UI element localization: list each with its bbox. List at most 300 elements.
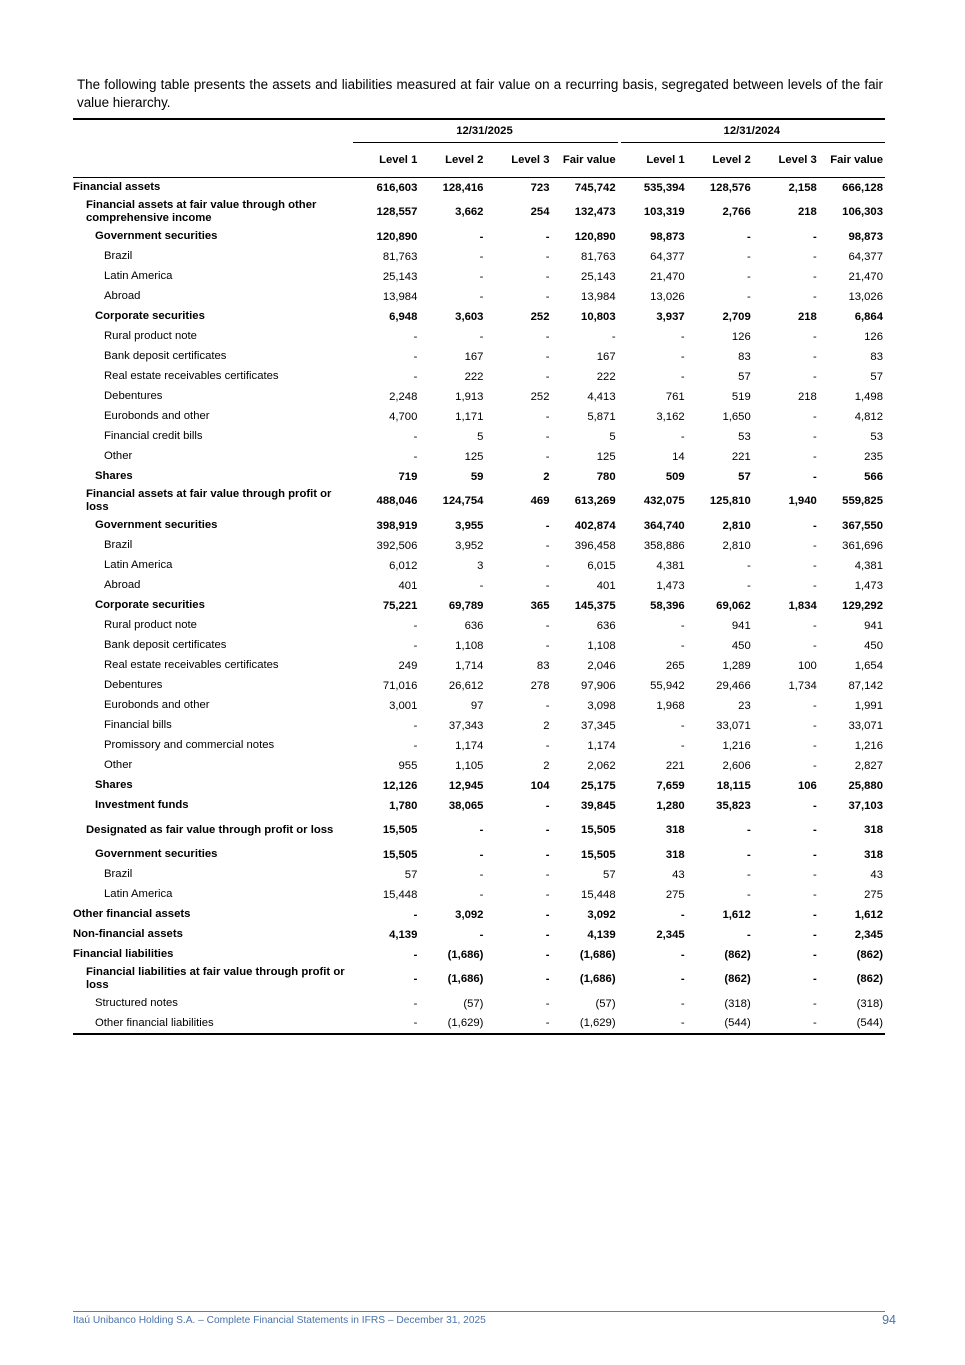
cell-value: - bbox=[813, 470, 817, 483]
cell-value: - bbox=[746, 579, 751, 592]
cell-value: 488,046 bbox=[376, 495, 418, 507]
table-row bbox=[73, 716, 885, 736]
row-label: Other bbox=[104, 759, 133, 771]
cell-value: - bbox=[545, 430, 550, 443]
cell-value: - bbox=[813, 330, 817, 343]
cell-value: 4,812 bbox=[854, 410, 883, 423]
cell-value: - bbox=[813, 370, 817, 383]
cell-value: 15,505 bbox=[382, 848, 418, 861]
cell-value: - bbox=[545, 908, 550, 921]
cell-value: - bbox=[813, 539, 817, 552]
cell-value: 128,416 bbox=[442, 181, 484, 194]
cell-value: 97,906 bbox=[581, 679, 616, 692]
cell-value: - bbox=[680, 330, 685, 343]
cell-value: 235 bbox=[864, 450, 883, 463]
cell-value: - bbox=[479, 579, 484, 592]
cell-value: 401 bbox=[596, 579, 616, 592]
cell-value: 3 bbox=[477, 559, 484, 572]
cell-value: 59 bbox=[470, 470, 484, 483]
table-row bbox=[73, 267, 885, 287]
table-row bbox=[73, 536, 885, 556]
cell-value: 15,505 bbox=[382, 824, 418, 836]
cell-value: 43 bbox=[672, 868, 685, 881]
cell-value: - bbox=[680, 430, 685, 443]
cell-value: - bbox=[545, 973, 550, 985]
cell-value: 509 bbox=[665, 470, 685, 483]
level-header-row bbox=[73, 143, 885, 178]
row-label: Rural product note bbox=[104, 330, 197, 342]
table-row bbox=[73, 865, 885, 885]
period-header-row bbox=[73, 119, 885, 143]
row-label: Other financial liabilities bbox=[73, 1014, 353, 1034]
cell-value: (1,629) bbox=[552, 1014, 618, 1034]
cell-value: 1,108 bbox=[455, 639, 484, 652]
cell-value: 57 bbox=[603, 868, 616, 881]
cell-value: 398,919 bbox=[376, 519, 418, 532]
cell-value: - bbox=[813, 908, 817, 921]
cell-value: 14 bbox=[672, 450, 685, 463]
fair-value-table bbox=[73, 118, 885, 1035]
cell-value: 69,789 bbox=[448, 599, 484, 612]
cell-value: - bbox=[545, 928, 550, 941]
table-row bbox=[73, 776, 885, 796]
cell-value: - bbox=[813, 410, 817, 423]
cell-value: 128,576 bbox=[709, 181, 751, 194]
table-row bbox=[73, 407, 885, 427]
cell-value: - bbox=[479, 290, 484, 303]
cell-value: 13,984 bbox=[581, 290, 616, 303]
cell-value: 2,345 bbox=[656, 928, 685, 941]
cell-value: - bbox=[813, 759, 817, 772]
cell-value: 15,448 bbox=[581, 888, 616, 901]
table-row bbox=[73, 247, 885, 267]
cell-value: - bbox=[746, 250, 751, 263]
cell-value: 120,890 bbox=[376, 230, 418, 243]
cell-value: 3,955 bbox=[455, 519, 484, 532]
cell-value: - bbox=[545, 799, 550, 812]
cell-value: - bbox=[746, 270, 751, 283]
cell-value: 955 bbox=[398, 759, 418, 772]
cell-value: 450 bbox=[864, 639, 883, 652]
table-row bbox=[73, 994, 885, 1014]
cell-value: - bbox=[413, 350, 418, 363]
column-header: Level 3 bbox=[485, 143, 551, 178]
period-header-2024: 12/31/2024 bbox=[621, 119, 885, 143]
cell-value: 103,319 bbox=[643, 206, 685, 218]
cell-value: 761 bbox=[665, 390, 685, 403]
cell-value: (544) bbox=[687, 1014, 753, 1034]
row-label: Structured notes bbox=[95, 997, 178, 1009]
cell-value: - bbox=[545, 868, 550, 881]
table-row bbox=[73, 556, 885, 576]
table-row bbox=[73, 796, 885, 816]
cell-value: - bbox=[813, 290, 817, 303]
cell-value: 13,984 bbox=[382, 290, 418, 303]
cell-value: - bbox=[680, 370, 685, 383]
cell-value: 218 bbox=[797, 310, 817, 323]
cell-value: 364,740 bbox=[643, 519, 685, 532]
cell-value: 106 bbox=[797, 779, 817, 792]
cell-value: 254 bbox=[530, 206, 550, 218]
cell-value: 3,092 bbox=[455, 908, 484, 921]
cell-value: 1,473 bbox=[656, 579, 685, 592]
cell-value: 64,377 bbox=[848, 250, 883, 263]
cell-value: - bbox=[545, 539, 550, 552]
row-label: Eurobonds and other bbox=[104, 699, 210, 711]
cell-value: 1,654 bbox=[854, 659, 883, 672]
cell-value: - bbox=[813, 973, 817, 985]
cell-value: - bbox=[813, 559, 817, 572]
column-header: Fair value bbox=[552, 143, 618, 178]
table-row bbox=[73, 656, 885, 676]
cell-value: - bbox=[545, 739, 550, 752]
cell-value: 57 bbox=[738, 470, 751, 483]
table-row bbox=[73, 885, 885, 905]
cell-value: 124,754 bbox=[442, 495, 484, 507]
cell-value: 26,612 bbox=[448, 679, 484, 692]
cell-value: - bbox=[746, 888, 751, 901]
row-label: Debentures bbox=[104, 390, 163, 402]
cell-value: - bbox=[746, 290, 751, 303]
cell-value: - bbox=[413, 639, 418, 652]
cell-value: 719 bbox=[398, 470, 418, 483]
cell-value: 2,046 bbox=[587, 659, 616, 672]
cell-value: - bbox=[545, 639, 550, 652]
cell-value: 120,890 bbox=[574, 230, 616, 243]
cell-value: (57) bbox=[595, 997, 616, 1010]
cell-value: - bbox=[545, 948, 550, 961]
cell-value: - bbox=[621, 1014, 687, 1034]
row-label: Latin America bbox=[104, 559, 173, 571]
cell-value: 1,991 bbox=[854, 699, 883, 712]
row-label: Brazil bbox=[104, 250, 133, 262]
table-row bbox=[73, 367, 885, 387]
cell-value: - bbox=[545, 559, 550, 572]
cell-value: 125 bbox=[464, 450, 484, 463]
row-label: Investment funds bbox=[95, 799, 189, 811]
cell-value: - bbox=[545, 997, 550, 1010]
cell-value: 367,550 bbox=[842, 519, 883, 532]
cell-value: 167 bbox=[596, 350, 616, 363]
row-label: Bank deposit certificates bbox=[104, 350, 227, 362]
cell-value: 275 bbox=[864, 888, 883, 901]
column-header: Level 3 bbox=[753, 143, 819, 178]
cell-value: 29,466 bbox=[716, 679, 751, 692]
table-row bbox=[73, 965, 885, 994]
cell-value: - bbox=[746, 928, 751, 941]
cell-value: - bbox=[680, 997, 685, 1010]
cell-value: 5,871 bbox=[587, 410, 616, 423]
row-label: Financial assets at fair value through other comprehensive income bbox=[86, 199, 317, 224]
row-label: Rural product note bbox=[104, 619, 197, 631]
cell-value: - bbox=[413, 370, 418, 383]
cell-value: 1,913 bbox=[455, 390, 484, 403]
cell-value: 5 bbox=[477, 430, 484, 443]
cell-value: (318) bbox=[856, 997, 883, 1010]
cell-value: 53 bbox=[870, 430, 883, 443]
cell-value: - bbox=[680, 350, 685, 363]
row-label: Financial credit bills bbox=[104, 430, 203, 442]
cell-value: 636 bbox=[464, 619, 484, 632]
table-row bbox=[73, 636, 885, 656]
cell-value: (1,686) bbox=[579, 948, 616, 961]
cell-value: 23 bbox=[738, 699, 751, 712]
cell-value: 1,498 bbox=[854, 390, 883, 403]
cell-value: - bbox=[746, 868, 751, 881]
cell-value: 25,143 bbox=[581, 270, 616, 283]
cell-value: - bbox=[813, 848, 817, 861]
cell-value: - bbox=[813, 948, 817, 961]
cell-value: 723 bbox=[530, 181, 550, 194]
cell-value: 318 bbox=[864, 848, 883, 861]
cell-value: 83 bbox=[870, 350, 883, 363]
cell-value: 3,603 bbox=[455, 310, 484, 323]
cell-value: - bbox=[545, 579, 550, 592]
cell-value: 12,126 bbox=[382, 779, 418, 792]
cell-value: 221 bbox=[665, 759, 685, 772]
cell-value: 6,864 bbox=[854, 310, 883, 323]
cell-value: 2,766 bbox=[722, 206, 751, 218]
table-row bbox=[73, 447, 885, 467]
footer-divider bbox=[73, 1311, 885, 1312]
cell-value: 37,345 bbox=[581, 719, 616, 732]
cell-value: 1,289 bbox=[722, 659, 751, 672]
cell-value: - bbox=[413, 908, 418, 921]
cell-value: - bbox=[611, 330, 616, 343]
cell-value: 2,248 bbox=[389, 390, 418, 403]
table-row bbox=[73, 845, 885, 865]
cell-value: 221 bbox=[731, 450, 751, 463]
cell-value: 81,763 bbox=[581, 250, 616, 263]
cell-value: 53 bbox=[738, 430, 751, 443]
cell-value: 249 bbox=[398, 659, 418, 672]
cell-value: 1,940 bbox=[788, 495, 817, 507]
table-row bbox=[73, 756, 885, 776]
cell-value: - bbox=[545, 230, 550, 243]
cell-value: 252 bbox=[530, 390, 550, 403]
cell-value: 265 bbox=[665, 659, 685, 672]
cell-value: - bbox=[813, 619, 817, 632]
table-row bbox=[73, 736, 885, 756]
row-label: Non-financial assets bbox=[73, 928, 183, 940]
cell-value: 252 bbox=[530, 310, 550, 323]
table-row bbox=[73, 945, 885, 965]
cell-value: 15,448 bbox=[382, 888, 418, 901]
cell-value: 10,803 bbox=[581, 310, 616, 323]
cell-value: 278 bbox=[530, 679, 550, 692]
cell-value: 396,458 bbox=[574, 539, 616, 552]
cell-value: 2,827 bbox=[854, 759, 883, 772]
cell-value: 941 bbox=[731, 619, 751, 632]
cell-value: - bbox=[545, 250, 550, 263]
cell-value: 2,810 bbox=[722, 539, 751, 552]
cell-value: - bbox=[479, 330, 484, 343]
cell-value: 1,216 bbox=[722, 739, 751, 752]
cell-value: - bbox=[813, 519, 817, 532]
cell-value: 1,171 bbox=[455, 410, 484, 423]
table-row bbox=[73, 307, 885, 327]
cell-value: - bbox=[813, 888, 817, 901]
cell-value: 2 bbox=[543, 470, 550, 483]
row-label: Shares bbox=[95, 779, 133, 791]
cell-value: - bbox=[545, 270, 550, 283]
cell-value: - bbox=[813, 639, 817, 652]
cell-value: 25,880 bbox=[848, 779, 883, 792]
cell-value: - bbox=[545, 619, 550, 632]
cell-value: - bbox=[479, 250, 484, 263]
cell-value: 401 bbox=[398, 579, 418, 592]
row-label: Latin America bbox=[104, 270, 173, 282]
cell-value: 55,942 bbox=[650, 679, 685, 692]
cell-value: 57 bbox=[738, 370, 751, 383]
cell-value: 2,158 bbox=[788, 181, 817, 194]
row-label: Corporate securities bbox=[95, 310, 205, 322]
cell-value: 37,103 bbox=[848, 799, 883, 812]
row-label: Bank deposit certificates bbox=[104, 639, 227, 651]
cell-value: - bbox=[813, 350, 817, 363]
cell-value: 1,473 bbox=[854, 579, 883, 592]
table-row bbox=[73, 905, 885, 925]
cell-value: - bbox=[746, 848, 751, 861]
cell-value: 58,396 bbox=[650, 599, 685, 612]
column-header: Level 1 bbox=[353, 143, 419, 178]
cell-value: 4,139 bbox=[389, 928, 418, 941]
table-row bbox=[73, 347, 885, 367]
cell-value: - bbox=[753, 1014, 819, 1034]
cell-value: 941 bbox=[864, 619, 883, 632]
cell-value: 21,470 bbox=[848, 270, 883, 283]
cell-value: 559,825 bbox=[842, 495, 883, 507]
cell-value: - bbox=[813, 270, 817, 283]
cell-value: 97 bbox=[470, 699, 484, 712]
cell-value: 57 bbox=[404, 868, 418, 881]
cell-value: - bbox=[413, 430, 418, 443]
table-body bbox=[73, 178, 885, 1034]
table-row bbox=[73, 516, 885, 536]
cell-value: 2 bbox=[543, 759, 550, 772]
cell-value: - bbox=[813, 824, 817, 836]
cell-value: - bbox=[545, 370, 550, 383]
row-label: Shares bbox=[95, 470, 133, 482]
cell-value: 12,945 bbox=[448, 779, 484, 792]
page-number: 94 bbox=[882, 1313, 896, 1327]
cell-value: 2,062 bbox=[587, 759, 616, 772]
cell-value: 6,012 bbox=[389, 559, 418, 572]
row-label: Real estate receivables certificates bbox=[104, 370, 279, 382]
cell-value: - bbox=[353, 1014, 419, 1034]
cell-value: (57) bbox=[463, 997, 484, 1010]
cell-value: 3,092 bbox=[587, 908, 616, 921]
cell-value: - bbox=[680, 639, 685, 652]
cell-value: - bbox=[813, 928, 817, 941]
cell-value: 81,763 bbox=[382, 250, 418, 263]
row-label: Brazil bbox=[104, 868, 133, 880]
cell-value: 126 bbox=[731, 330, 751, 343]
cell-value: 64,377 bbox=[650, 250, 685, 263]
cell-value: 3,662 bbox=[455, 206, 484, 218]
cell-value: - bbox=[813, 699, 817, 712]
column-header: Level 1 bbox=[621, 143, 687, 178]
cell-value: 6,948 bbox=[389, 310, 418, 323]
cell-value: (1,686) bbox=[447, 948, 484, 961]
row-label: Eurobonds and other bbox=[104, 410, 210, 422]
row-label: Designated as fair value through profit or loss bbox=[86, 823, 334, 836]
cell-value: 2,709 bbox=[722, 310, 751, 323]
table-row bbox=[73, 616, 885, 636]
cell-value: - bbox=[479, 868, 484, 881]
intro-paragraph: The following table presents the assets and liabilities measured at fair value on a recurring basis, segregated between levels of the fair value hierarchy. bbox=[77, 77, 883, 111]
cell-value: 566 bbox=[864, 470, 883, 483]
cell-value: - bbox=[479, 928, 484, 941]
row-label: Brazil bbox=[104, 539, 133, 551]
cell-value: 1,105 bbox=[455, 759, 484, 772]
cell-value: 4,413 bbox=[587, 390, 616, 403]
cell-value: 25,143 bbox=[382, 270, 418, 283]
cell-value: 83 bbox=[536, 659, 550, 672]
cell-value: 4,381 bbox=[656, 559, 685, 572]
cell-value: 7,659 bbox=[656, 779, 685, 792]
cell-value: - bbox=[545, 450, 550, 463]
cell-value: 3,952 bbox=[455, 539, 484, 552]
cell-value: 613,269 bbox=[574, 495, 616, 507]
cell-value: 636 bbox=[596, 619, 616, 632]
cell-value: 3,098 bbox=[587, 699, 616, 712]
cell-value: 318 bbox=[665, 824, 685, 836]
cell-value: 38,065 bbox=[448, 799, 484, 812]
cell-value: - bbox=[479, 848, 484, 861]
cell-value: 616,603 bbox=[376, 181, 418, 194]
cell-value: 2,345 bbox=[854, 928, 883, 941]
cell-value: 132,473 bbox=[574, 206, 616, 218]
cell-value: (862) bbox=[856, 948, 883, 961]
column-header: Fair value bbox=[819, 143, 885, 178]
cell-value: 3,162 bbox=[656, 410, 685, 423]
cell-value: - bbox=[545, 330, 550, 343]
cell-value: 100 bbox=[797, 659, 817, 672]
table-row bbox=[73, 925, 885, 945]
cell-value: 1,216 bbox=[854, 739, 883, 752]
cell-value: 39,845 bbox=[581, 799, 616, 812]
cell-value: 5 bbox=[609, 430, 616, 443]
cell-value: 1,174 bbox=[587, 739, 616, 752]
cell-value: 129,292 bbox=[842, 599, 883, 612]
cell-value: 125 bbox=[596, 450, 616, 463]
cell-value: 3,001 bbox=[389, 699, 418, 712]
cell-value: 69,062 bbox=[716, 599, 751, 612]
cell-value: - bbox=[485, 1014, 551, 1034]
cell-value: 1,834 bbox=[788, 599, 817, 612]
cell-value: (862) bbox=[724, 948, 751, 961]
cell-value: - bbox=[813, 997, 817, 1010]
row-label: Latin America bbox=[104, 888, 173, 900]
cell-value: 33,071 bbox=[716, 719, 751, 732]
cell-value: 13,026 bbox=[650, 290, 685, 303]
cell-value: 2,606 bbox=[722, 759, 751, 772]
table-row bbox=[73, 227, 885, 247]
cell-value: - bbox=[479, 230, 484, 243]
cell-value: 318 bbox=[665, 848, 685, 861]
cell-value: - bbox=[813, 868, 817, 881]
cell-value: - bbox=[545, 699, 550, 712]
cell-value: - bbox=[680, 719, 685, 732]
cell-value: - bbox=[545, 824, 550, 836]
cell-value: 1,968 bbox=[656, 699, 685, 712]
cell-value: 745,742 bbox=[574, 181, 616, 194]
cell-value: 1,174 bbox=[455, 739, 484, 752]
cell-value: - bbox=[479, 888, 484, 901]
cell-value: 4,381 bbox=[854, 559, 883, 572]
cell-value: (544) bbox=[819, 1014, 885, 1034]
